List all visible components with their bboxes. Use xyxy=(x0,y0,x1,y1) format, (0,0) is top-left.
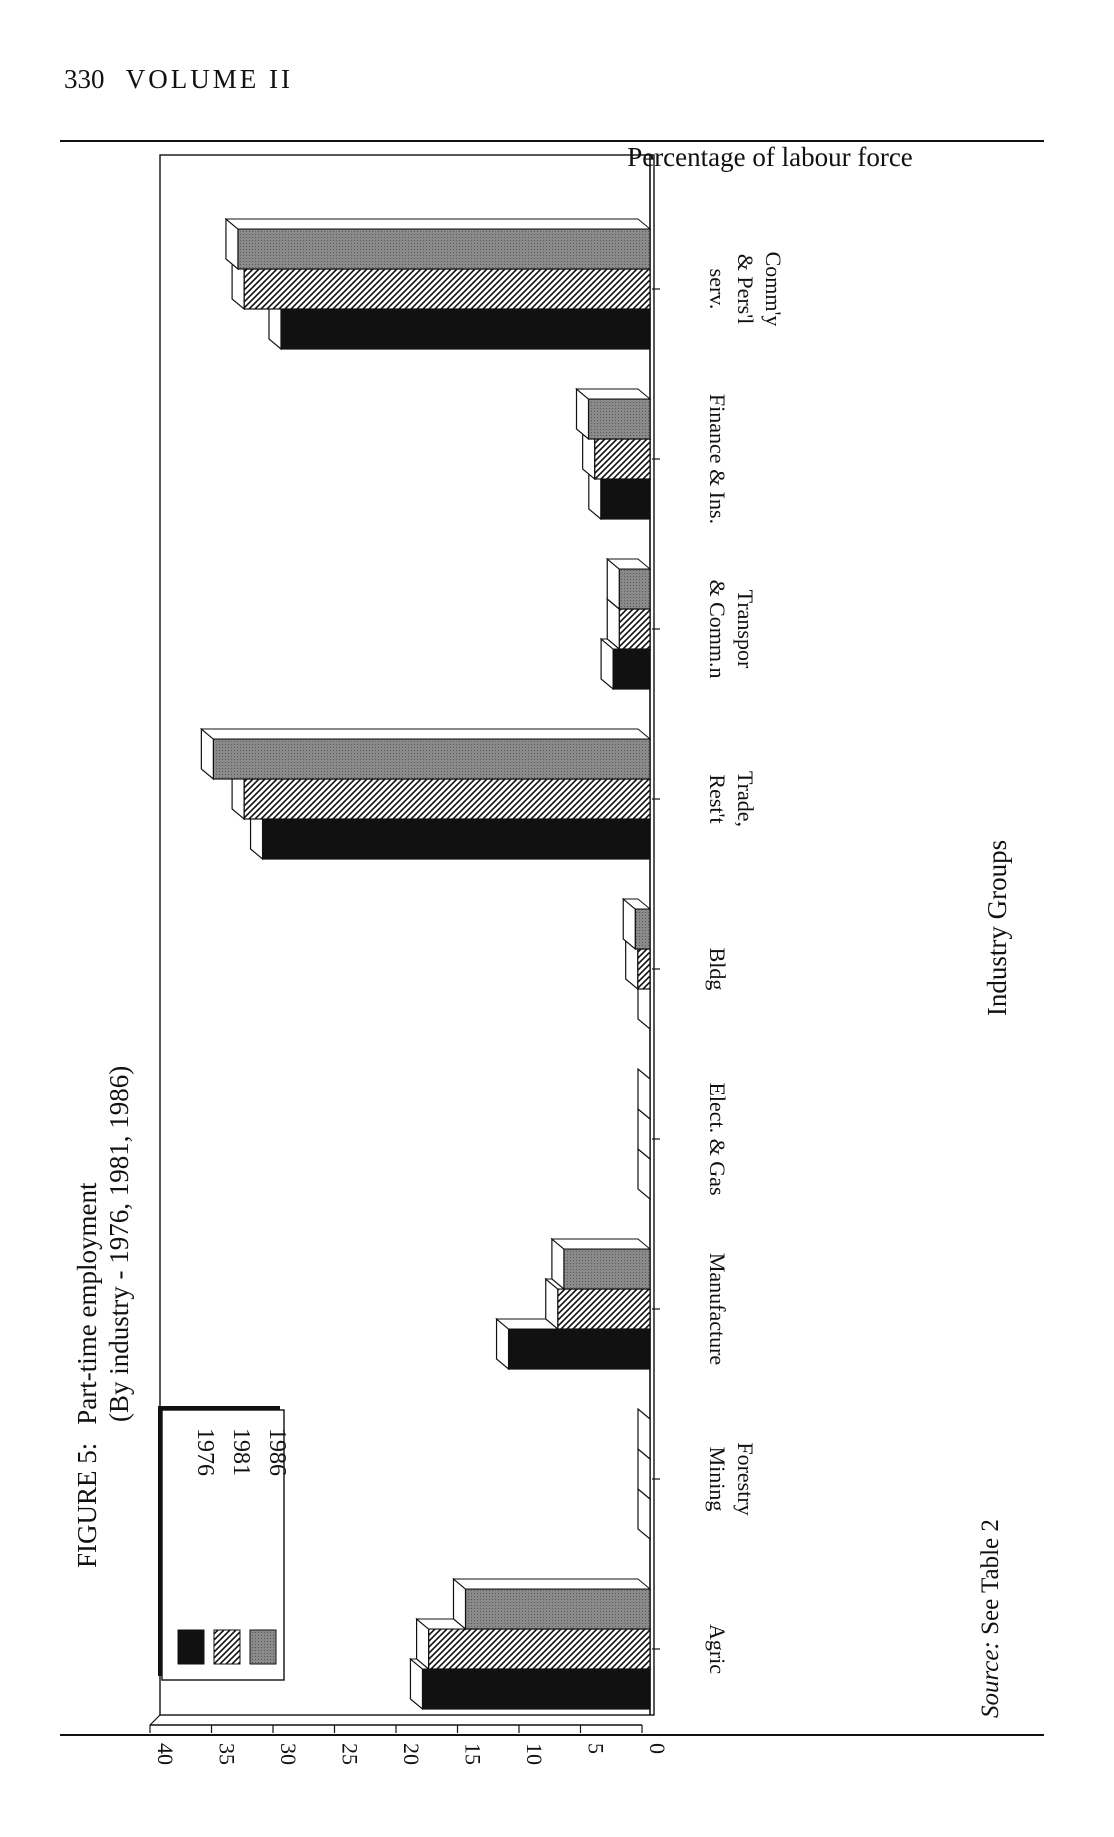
bar-1981 xyxy=(244,269,650,309)
category-label-line: Finance & Ins. xyxy=(705,393,730,525)
chart-title: Part-time employment xyxy=(72,1182,102,1425)
category-labels-group xyxy=(652,252,786,1675)
value-tick-label: 25 xyxy=(337,1743,363,1765)
legend-label-1976: 1976 xyxy=(192,1428,218,1476)
value-tick-label: 10 xyxy=(522,1743,547,1765)
bar-1986 xyxy=(564,1249,650,1289)
value-tick-label: 20 xyxy=(399,1743,424,1765)
value-tick-label: 0 xyxy=(645,1743,670,1754)
tick-labels-group xyxy=(150,1725,670,1765)
category-label xyxy=(705,252,786,327)
category-label-line: serv. xyxy=(705,268,730,310)
bar-1981 xyxy=(619,609,650,649)
category-label xyxy=(705,1082,730,1195)
volume-label: VOLUME II xyxy=(125,64,293,94)
page-number: 330 xyxy=(64,64,105,94)
category-label xyxy=(705,579,758,678)
value-tick-label: 15 xyxy=(460,1743,486,1765)
category-label-line: Forestry xyxy=(733,1442,758,1516)
y-axis-label: Percentage of labour force xyxy=(627,142,913,172)
source-note xyxy=(977,1519,1004,1718)
chart-subtitle: (By industry - 1976, 1981, 1986) xyxy=(104,1065,134,1422)
bar-1981 xyxy=(558,1289,650,1329)
bar-1981 xyxy=(595,439,650,479)
bar-1976 xyxy=(601,479,650,519)
bar-1976 xyxy=(281,309,650,349)
figure-title xyxy=(72,1182,102,1568)
category-label-line: & Comm.n xyxy=(705,579,730,679)
category-label-line: Rest't xyxy=(705,774,730,824)
category-label-line: Mining xyxy=(705,1446,730,1512)
bar-side-1986 xyxy=(454,1579,651,1589)
bar-1981 xyxy=(638,949,650,989)
bar-side-1986 xyxy=(552,1239,650,1249)
bar-1986 xyxy=(238,229,650,269)
category-label-line: Transpor xyxy=(733,589,758,669)
legend xyxy=(158,1406,290,1680)
category-label-line: Trade, xyxy=(733,770,758,828)
bar-1986 xyxy=(466,1589,651,1629)
bar-1986 xyxy=(589,399,651,439)
category-label xyxy=(705,394,730,524)
category-label-line: & Pers'l xyxy=(733,253,758,325)
category-label-line: Bldg xyxy=(705,947,730,991)
value-tick-label: 30 xyxy=(276,1743,301,1765)
bar-1986 xyxy=(635,909,650,949)
bar-1981 xyxy=(429,1629,650,1669)
source-label: Source: xyxy=(977,1641,1004,1718)
bar-1976 xyxy=(613,649,650,689)
bar-side-1986 xyxy=(226,219,650,229)
category-label xyxy=(705,1442,758,1515)
value-tick-label: 5 xyxy=(583,1743,609,1754)
bar-1976 xyxy=(509,1329,650,1369)
category-label-line: Agric xyxy=(705,1623,730,1675)
x-axis-label: Industry Groups xyxy=(982,839,1012,1017)
bar-1976 xyxy=(422,1669,650,1709)
category-label-line: Comm'y xyxy=(761,251,786,327)
bottom-rule xyxy=(60,1734,1044,1736)
bar-1986 xyxy=(619,569,650,609)
bar-1976 xyxy=(263,819,650,859)
legend-swatch-1986 xyxy=(250,1630,276,1664)
bar-side-1986 xyxy=(577,389,651,399)
source-text: See Table 2 xyxy=(977,1519,1004,1642)
bar-1981 xyxy=(244,779,650,819)
bar-side-1986 xyxy=(201,729,650,739)
value-tick-label: 35 xyxy=(214,1743,240,1765)
value-tick-label: 40 xyxy=(153,1743,178,1765)
category-label xyxy=(705,1253,730,1365)
bar-1986 xyxy=(213,739,650,779)
figure-label: FIGURE 5: xyxy=(72,1442,102,1568)
legend-label-1981: 1981 xyxy=(228,1428,254,1476)
category-label xyxy=(705,948,730,991)
category-label-line: Manufacture xyxy=(705,1252,730,1366)
floor-edge xyxy=(150,1715,160,1725)
legend-swatch-1976 xyxy=(178,1630,204,1664)
legend-swatch-1981 xyxy=(214,1630,240,1664)
legend-label-1986: 1986 xyxy=(264,1428,290,1476)
category-label xyxy=(705,1624,730,1674)
category-label xyxy=(705,771,758,827)
category-label-line: Elect. & Gas xyxy=(705,1082,730,1196)
